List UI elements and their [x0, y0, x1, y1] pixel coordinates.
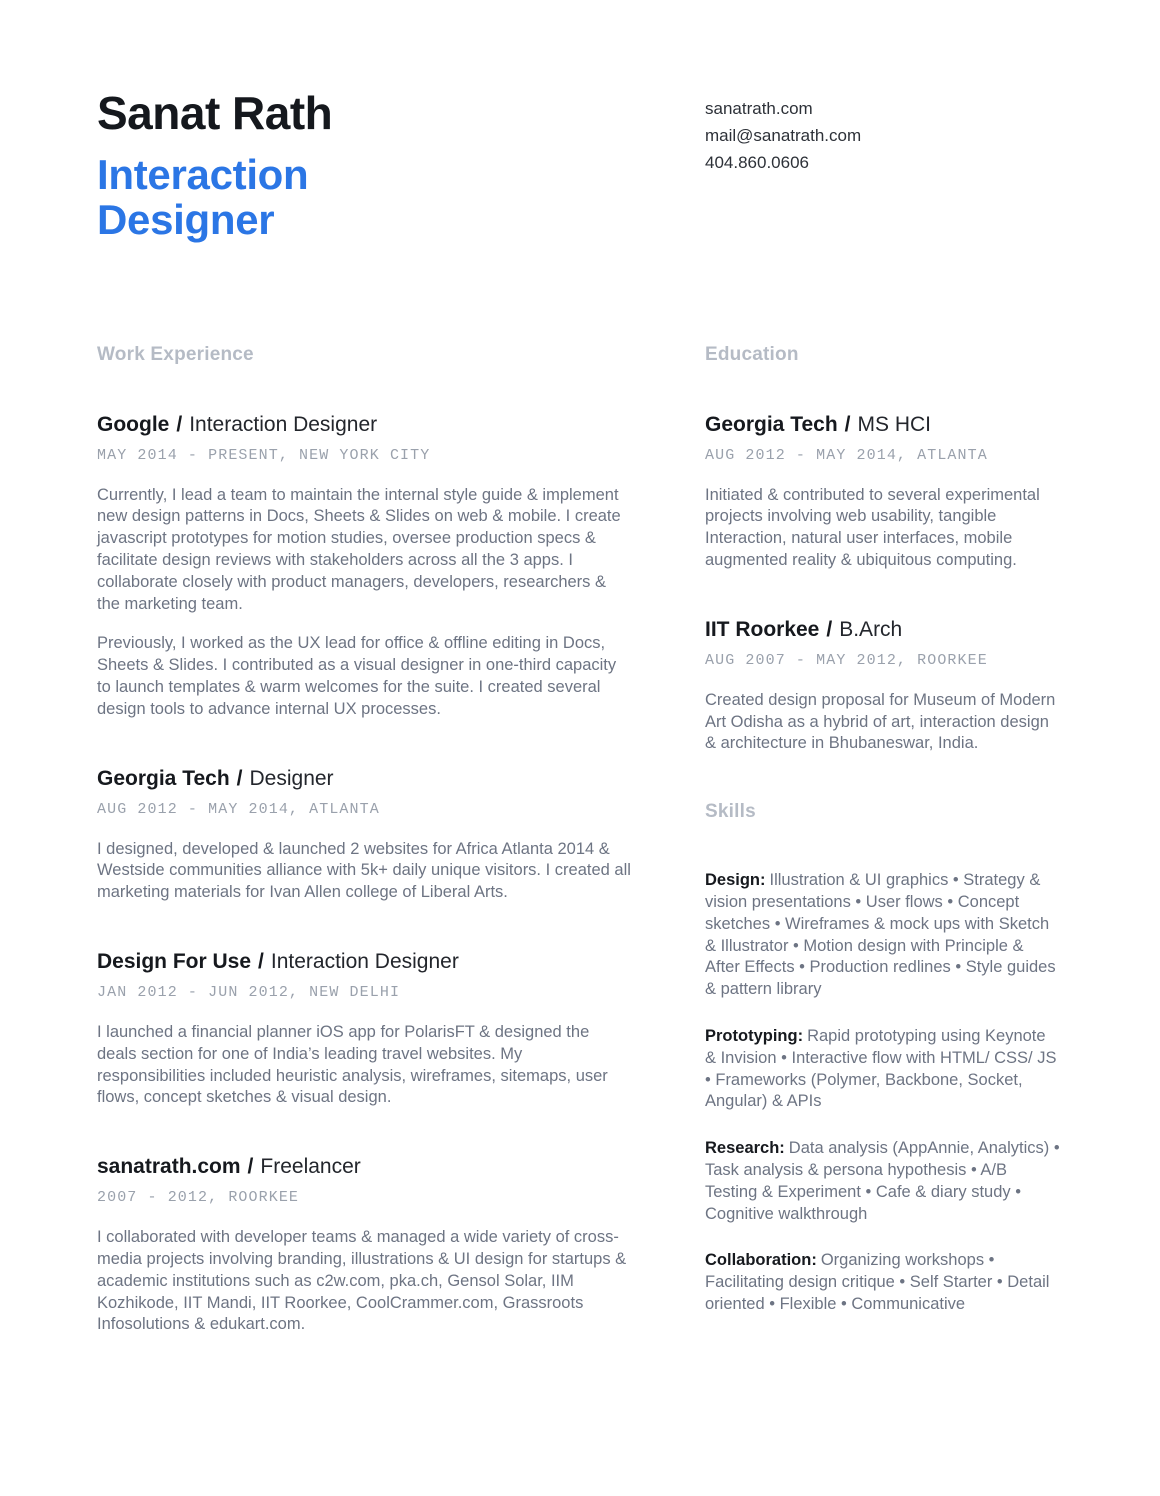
- skills-section-title: Skills: [705, 801, 756, 823]
- skill-group-label: Collaboration:: [705, 1251, 817, 1270]
- skill-group-text: Organizing workshops • Facilitating design critique • Self Starter • Detail oriented • Flexible • Communicative: [705, 1251, 1050, 1313]
- company-name: sanatrath.com: [97, 1155, 241, 1179]
- work-entry-paragraph: Previously, I worked as the UX lead for office & offline editing in Docs, Sheets & Slides. I contributed as a visual designer in one-third capacity to launch templates & warm welcomes for the suite. I created several design tools to advance internal UX processes.: [97, 634, 617, 718]
- contact-block: [705, 88, 1060, 242]
- job-title-line1: Interaction: [97, 150, 309, 198]
- company-name: Design For Use: [97, 949, 252, 973]
- skill-group-text: Rapid prototyping using Keynote & Invision • Interactive flow with HTML/ CSS/ JS • Frameworks (Polymer, Backbone, Socket, Angular) & APIs: [705, 1026, 1057, 1111]
- work-experience-section-title: Work Experience: [97, 343, 254, 365]
- skill-group-text: Data analysis (AppAnnie, Analytics) • Task analysis & persona hypothesis • A/B Testing & Experiment • Cafe & diary study • Cognitive walkthrough: [705, 1139, 1060, 1223]
- education-section-title: Education: [705, 343, 799, 365]
- skill-group-text: Illustration & UI graphics • Strategy & vision presentations • User flows • Concept sketches • Wireframes & mock ups with Sketch & Illustrator • Motion design with Principle & After Effects • Production redlines • Style guides & pattern library: [705, 871, 1056, 999]
- work-entry-georgia-tech: [97, 767, 632, 904]
- work-entry-title: [97, 767, 632, 791]
- work-entry-paragraph: Currently, I lead a team to maintain the internal style guide & implement new design patterns in Docs, Sheets & Slides on web & mobile. I create javascript prototypes for motion studies, oversee production specs & facilitate design reviews with stakeholders across all the 3 apps. I collaborate closely with product managers, developers, researchers & the marketing team.: [97, 485, 621, 613]
- title-separator: /: [258, 949, 264, 973]
- work-entry-paragraph: I launched a financial planner iOS app for PolarisFT & designed the deals section for one of India’s leading travel websites. My responsibilities included heuristic analysis, wireframes, sitemaps, user flows, concept sketches & visual design.: [97, 1022, 608, 1107]
- education-entry-paragraph: Created design proposal for Museum of Modern Art Odisha as a hybrid of art, interaction design & architecture in Bhubaneswar, India.: [705, 690, 1056, 753]
- skill-group-label: Design:: [705, 871, 766, 890]
- skill-group-research: [705, 1138, 1060, 1225]
- title-separator: /: [176, 412, 183, 436]
- work-entry-freelancer: [97, 1155, 632, 1336]
- skill-group-design: [705, 870, 1060, 1001]
- skill-group-prototyping: [705, 1026, 1060, 1113]
- work-entry-date: MAY 2014 - PRESENT, NEW YORK CITY: [97, 446, 431, 464]
- skill-group-label: Prototyping:: [705, 1026, 804, 1045]
- work-entry-title: [97, 950, 632, 974]
- work-entry-title: [97, 1155, 632, 1179]
- degree-name: B.Arch: [839, 617, 903, 641]
- company-name: Google: [97, 412, 170, 436]
- company-name: Georgia Tech: [97, 766, 230, 790]
- content-columns: [97, 344, 1060, 1383]
- work-entry-date: 2007 - 2012, ROORKEE: [97, 1189, 300, 1207]
- header: [97, 88, 1060, 242]
- title-separator: /: [247, 1155, 254, 1179]
- skills-section: [705, 801, 1060, 1316]
- job-title-line2: Designer: [97, 195, 275, 243]
- skill-group-collaboration: [705, 1250, 1060, 1315]
- role-name: Freelancer: [260, 1155, 361, 1179]
- education-entry-iit-roorkee: [705, 618, 1060, 755]
- role-name: Designer: [249, 766, 334, 790]
- identity-block: [97, 88, 632, 242]
- education-entry-paragraph: Initiated & contributed to several experimental projects involving web usability, tangible Interaction, natural user interfaces, mobile augmented reality & ubiquitous computing.: [705, 485, 1040, 569]
- education-entry-georgia-tech: [705, 413, 1060, 572]
- role-name: Interaction Designer: [189, 412, 378, 436]
- contact-email: mail@sanatrath.com: [705, 126, 862, 145]
- work-entry-google: [97, 413, 632, 721]
- work-entry-design-for-use: [97, 950, 632, 1109]
- education-entry-title: [705, 413, 1060, 437]
- work-entry-date: JAN 2012 - JUN 2012, NEW DELHI: [97, 983, 401, 1001]
- education-entry-date: AUG 2012 - MAY 2014, ATLANTA: [705, 446, 988, 464]
- title-separator: /: [844, 412, 851, 436]
- title-separator: /: [236, 766, 243, 790]
- education-skills-column: [705, 344, 1060, 1383]
- skill-group-label: Research:: [705, 1139, 785, 1158]
- work-entry-title: [97, 413, 632, 437]
- school-name: Georgia Tech: [705, 412, 838, 436]
- education-entry-date: AUG 2007 - MAY 2012, ROORKEE: [705, 651, 988, 669]
- education-entry-title: [705, 618, 1060, 642]
- work-experience-column: [97, 344, 632, 1383]
- job-title: [97, 152, 632, 242]
- title-separator: /: [826, 617, 833, 641]
- work-entry-paragraph: I designed, developed & launched 2 websites for Africa Atlanta 2014 & Westside communities alliance with 5k+ daily unique visitors. I created all marketing materials for Ivan Allen college of Liberal Arts.: [97, 839, 631, 902]
- school-name: IIT Roorkee: [705, 617, 820, 641]
- contact-website: sanatrath.com: [705, 99, 813, 118]
- work-entry-date: AUG 2012 - MAY 2014, ATLANTA: [97, 800, 380, 818]
- contact-phone: 404.860.0606: [705, 153, 809, 172]
- work-entry-paragraph: I collaborated with developer teams & managed a wide variety of cross-media projects involving branding, illustrations & UI design for startups & academic institutions such as c2w.com, pka.ch, Gensol Solar, IIM Kozhikode, IIT Mandi, IIT Roorkee, CoolCrammer.com, Grassroots Infosolutions & edukart.com.: [97, 1228, 627, 1334]
- person-name: Sanat Rath: [97, 87, 333, 139]
- degree-name: MS HCI: [857, 412, 931, 436]
- role-name: Interaction Designer: [270, 949, 459, 973]
